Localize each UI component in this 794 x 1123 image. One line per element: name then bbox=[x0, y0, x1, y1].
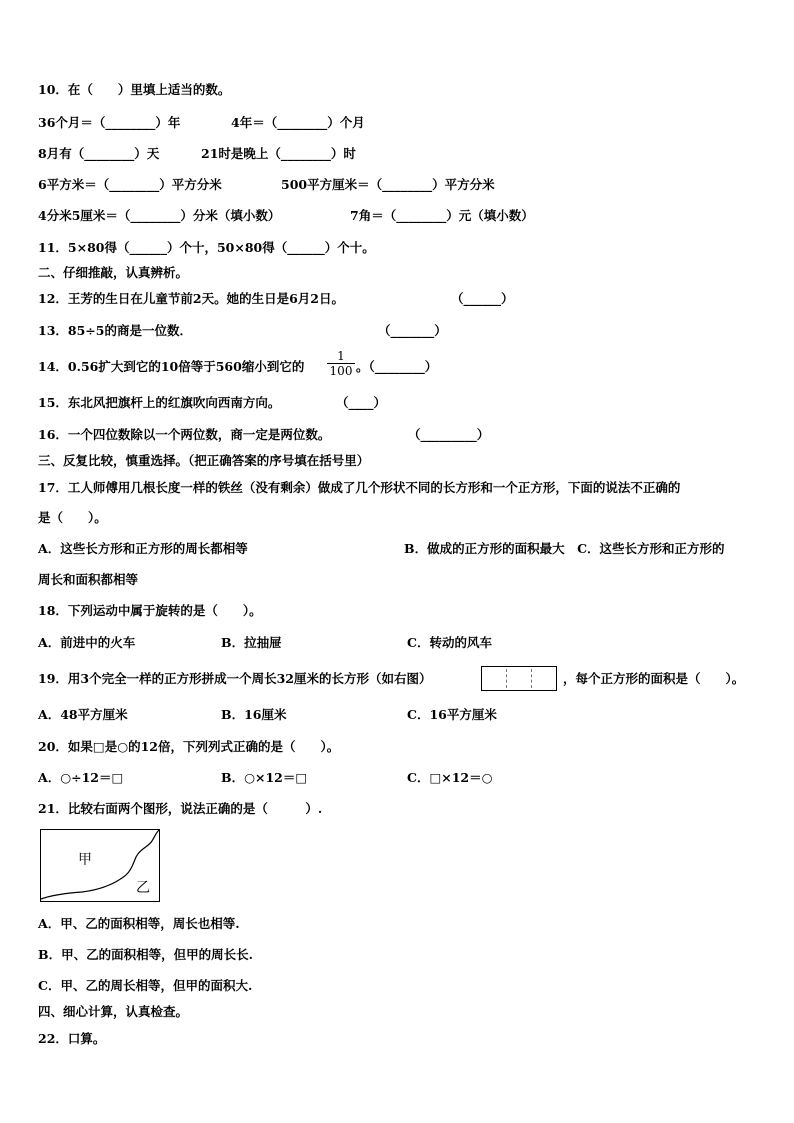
dashed-divider bbox=[531, 669, 532, 688]
fraction-numerator: 1 bbox=[327, 349, 355, 364]
q10-r3b: 500平方厘米＝（________）平方分米 bbox=[281, 177, 495, 192]
q12 bbox=[38, 291, 514, 307]
q17-line2: 是（ ）。 bbox=[38, 510, 107, 525]
q10-r3a: 6平方米＝（________）平方分米 bbox=[38, 177, 222, 192]
q20-stem: 20．如果□是○的12倍，下列列式正确的是（ ）。 bbox=[38, 739, 340, 754]
q20-option-b: B．○×12＝□ bbox=[221, 770, 308, 785]
q10-row1 bbox=[38, 115, 365, 131]
q10-title: 10．在（ ）里填上适当的数。 bbox=[38, 82, 231, 97]
q15-text: 15．东北风把旗杆上的红旗吹向西南方向。 bbox=[38, 395, 281, 410]
q20-options bbox=[38, 770, 493, 786]
dashed-divider bbox=[506, 669, 507, 688]
q10-r4b: 7角＝（________）元（填小数） bbox=[350, 208, 534, 223]
q10-r2b: 21时是晚上（________）时 bbox=[201, 146, 356, 161]
q21-option-c: C．甲、乙的周长相等，但甲的面积大. bbox=[38, 978, 253, 993]
q16 bbox=[38, 427, 490, 443]
label-jia: 甲 bbox=[78, 852, 92, 868]
q19-stem-text: 19．用3个完全一样的正方形拼成一个周长32厘米的长方形（如右图） bbox=[38, 671, 432, 686]
section-3-heading: 三、反复比较，慎重选择。（把正确答案的序号填在括号里） bbox=[38, 453, 370, 468]
section-4-heading: 四、细心计算，认真检查。 bbox=[38, 1004, 189, 1019]
q20-option-c: C．□×12＝○ bbox=[407, 770, 493, 785]
q21-figure bbox=[40, 829, 160, 902]
q13 bbox=[38, 323, 447, 339]
q18-stem: 18．下列运动中属于旋转的是（ ）。 bbox=[38, 603, 262, 618]
q19-stem bbox=[38, 671, 745, 687]
q14-text-a: 14．0.56扩大到它的10倍等于560缩小到它的 bbox=[38, 359, 305, 374]
q16-blank: （_________） bbox=[408, 427, 490, 442]
q12-blank: （______） bbox=[451, 291, 514, 306]
q15 bbox=[38, 395, 387, 411]
q21-stem: 21．比较右面两个图形，说法正确的是（ ）. bbox=[38, 801, 323, 816]
q10-r1b: 4年＝（________）个月 bbox=[231, 115, 365, 130]
q10-r4a: 4分米5厘米＝（________）分米（填小数） bbox=[38, 208, 281, 223]
fraction-denominator: 100 bbox=[329, 364, 353, 378]
q14-fraction bbox=[327, 349, 355, 378]
q10-row4 bbox=[38, 208, 534, 224]
q18-option-c: C．转动的风车 bbox=[407, 635, 492, 650]
q12-text: 12．王芳的生日在儿童节前2天。她的生日是6月2日。 bbox=[38, 291, 344, 306]
q18-option-a: A．前进中的火车 bbox=[38, 635, 136, 650]
q18-options bbox=[38, 635, 492, 651]
q10-r1a: 36个月＝（________）年 bbox=[38, 115, 181, 130]
q10-row2 bbox=[38, 146, 356, 162]
q19-stem-tail: ，每个正方形的面积是（ ）。 bbox=[563, 671, 745, 686]
q14-text-b: 。（________） bbox=[356, 359, 438, 374]
q21-option-a: A．甲、乙的面积相等，周长也相等. bbox=[38, 916, 240, 931]
q17-options bbox=[38, 541, 725, 557]
q21-option-b: B．甲、乙的面积相等，但甲的周长长. bbox=[38, 947, 253, 962]
q15-blank: （____） bbox=[336, 395, 387, 410]
q19-option-b: B．16厘米 bbox=[221, 707, 287, 722]
label-yi: 乙 bbox=[136, 880, 150, 896]
q13-blank: （_______） bbox=[378, 323, 447, 338]
q20-option-a: A．○÷12＝□ bbox=[38, 770, 124, 785]
q17-line4: 周长和面积都相等 bbox=[38, 572, 139, 587]
q11: 11．5×80得（______）个十，50×80得（______）个十。 bbox=[38, 240, 375, 255]
q19-options bbox=[38, 707, 497, 723]
section-2-heading: 二、仔细推敲，认真辨析。 bbox=[38, 265, 189, 280]
q22: 22．口算。 bbox=[38, 1031, 106, 1046]
q19-option-c: C．16平方厘米 bbox=[407, 707, 497, 722]
q17-option-a: A．这些长方形和正方形的周长都相等 bbox=[38, 541, 248, 556]
q17-option-bc: B．做成的正方形的面积最大 C．这些长方形和正方形的 bbox=[404, 541, 725, 556]
q16-text: 16．一个四位数除以一个两位数，商一定是两位数。 bbox=[38, 427, 331, 442]
q19-option-a: A．48平方厘米 bbox=[38, 707, 128, 722]
three-squares-rectangle-figure bbox=[481, 666, 557, 691]
q10-row3 bbox=[38, 177, 495, 193]
q17-line1: 17．工人师傅用几根长度一样的铁丝（没有剩余）做成了几个形状不同的长方形和一个正方形，下面的说法不正确的 bbox=[38, 480, 681, 495]
q18-option-b: B．拉抽屉 bbox=[221, 635, 282, 650]
q13-text: 13．85÷5的商是一位数． bbox=[38, 323, 192, 338]
q10-r2a: 8月有（________）天 bbox=[38, 146, 160, 161]
